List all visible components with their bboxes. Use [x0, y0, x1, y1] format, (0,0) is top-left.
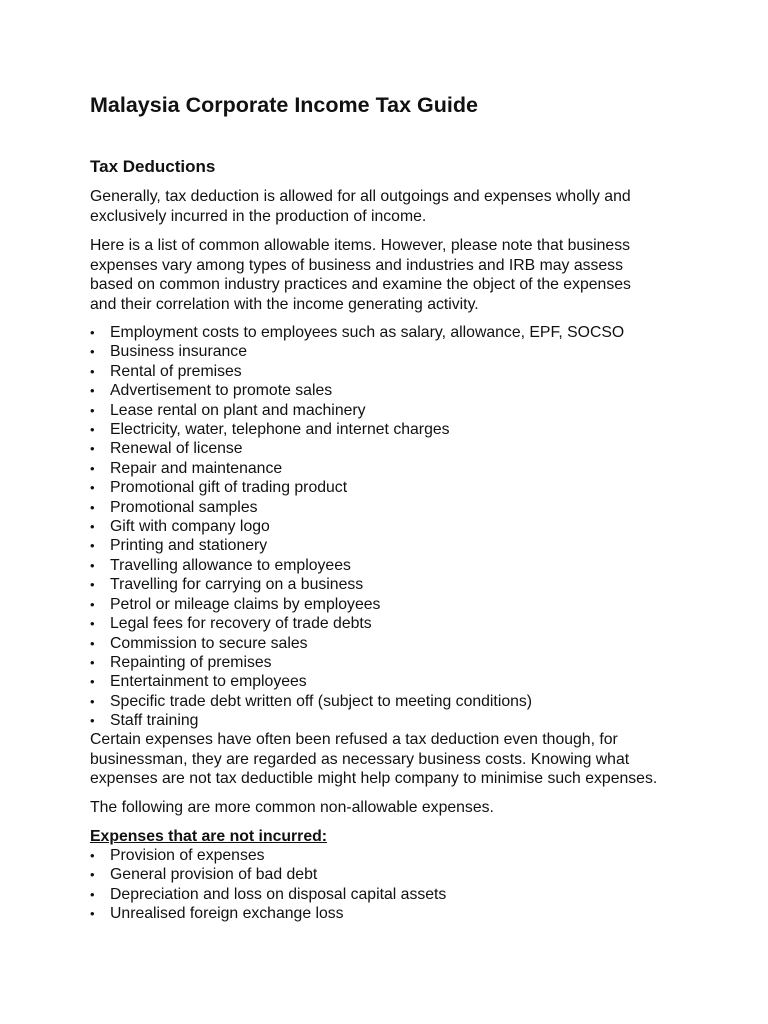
bullet-icon: •: [90, 422, 95, 438]
list-item-text: Petrol or mileage claims by employees: [110, 595, 381, 613]
list-item-text: Repair and maintenance: [110, 459, 283, 477]
list-item-text: General provision of bad debt: [110, 866, 318, 884]
list-item: [90, 362, 624, 381]
refused-expenses-paragraph: [90, 730, 700, 789]
allowable-intro-line: and their correlation with the income generating activity.: [90, 295, 479, 313]
list-item-text: Gift with company logo: [110, 518, 270, 536]
list-item: [90, 420, 624, 439]
list-item: [90, 904, 446, 923]
bullet-icon: •: [90, 635, 95, 651]
list-item-text: Repainting of premises: [110, 653, 272, 671]
bullet-icon: •: [90, 344, 95, 360]
list-item-text: Promotional gift of trading product: [110, 479, 348, 497]
list-item-text: Travelling allowance to employees: [110, 556, 351, 574]
allowable-intro-paragraph: [90, 236, 700, 314]
not-incurred-heading: Expenses that are not incurred:: [90, 828, 328, 845]
bullet-icon: •: [90, 538, 95, 554]
list-item-text: Specific trade debt written off (subject to meeting conditions): [110, 692, 533, 710]
bullet-icon: •: [90, 848, 95, 863]
list-item-text: Depreciation and loss on disposal capital assets: [110, 885, 447, 903]
refused-line: expenses are not tax deductible might help company to minimise such expenses.: [90, 770, 658, 787]
bullet-icon: •: [90, 596, 95, 612]
list-item: [90, 381, 624, 400]
bullet-icon: •: [90, 693, 95, 709]
bullet-icon: •: [90, 577, 95, 593]
list-item-text: Employment costs to employees such as salary, allowance, EPF, SOCSO: [110, 324, 625, 341]
bullet-icon: •: [90, 713, 95, 729]
bullet-icon: •: [90, 557, 95, 573]
list-item: [90, 692, 624, 711]
list-item-text: Printing and stationery: [110, 537, 268, 555]
list-item-text: Electricity, water, telephone and internet charges: [110, 421, 450, 439]
list-item-text: Promotional samples: [110, 498, 258, 516]
allowable-intro-line: based on common industry practices and examine the object of the expenses: [90, 276, 631, 293]
list-item: [90, 653, 624, 672]
list-item: [90, 634, 624, 653]
list-item: [90, 885, 446, 904]
refused-line: businessman, they are regarded as necessary business costs. Knowing what: [90, 750, 630, 768]
list-item: [90, 865, 446, 884]
list-item: [90, 536, 624, 555]
section-heading-tax-deductions: Tax Deductions: [90, 157, 216, 176]
list-item: [90, 711, 624, 730]
bullet-icon: •: [90, 363, 95, 379]
list-item-text: Staff training: [110, 712, 199, 730]
list-item: [90, 342, 624, 361]
list-item: [90, 401, 624, 420]
bullet-icon: •: [90, 402, 95, 418]
intro-line: exclusively incurred in the production of income.: [90, 207, 427, 225]
list-item-text: Provision of expenses: [110, 847, 265, 864]
list-item: [90, 498, 624, 517]
list-item-text: Legal fees for recovery of trade debts: [110, 615, 372, 633]
list-item-text: Rental of premises: [110, 362, 242, 380]
bullet-icon: •: [90, 499, 95, 515]
bullet-icon: •: [90, 886, 95, 902]
bullet-icon: •: [90, 654, 95, 670]
bullet-icon: •: [90, 441, 95, 457]
list-item: [90, 517, 624, 536]
bullet-icon: •: [90, 383, 95, 399]
bullet-icon: •: [90, 480, 95, 496]
list-item-text: Renewal of license: [110, 440, 243, 458]
list-item: [90, 846, 446, 865]
bullet-icon: •: [90, 674, 95, 690]
refused-line: Certain expenses have often been refused a tax deduction even though, for: [90, 731, 618, 748]
list-item-text: Unrealised foreign exchange loss: [110, 905, 344, 923]
list-item-text: Commission to secure sales: [110, 634, 308, 652]
list-item: [90, 672, 624, 691]
list-item: [90, 439, 624, 458]
document-title: Malaysia Corporate Income Tax Guide: [90, 93, 478, 117]
non-allowable-intro-text: The following are more common non-allowable expenses.: [90, 799, 494, 816]
list-item: [90, 323, 624, 342]
allowable-intro-line: expenses vary among types of business and industries and IRB may assess: [90, 256, 623, 274]
bullet-icon: •: [90, 519, 95, 535]
bullet-icon: •: [90, 867, 95, 883]
list-item: [90, 556, 624, 575]
intro-paragraph: [90, 187, 700, 226]
list-item: [90, 459, 624, 478]
list-item-text: Travelling for carrying on a business: [110, 576, 364, 594]
list-item: [90, 614, 624, 633]
bullet-icon: •: [90, 460, 95, 476]
allowable-items-list: [90, 323, 624, 731]
intro-line: Generally, tax deduction is allowed for all outgoings and expenses wholly and: [90, 188, 631, 205]
list-item-text: Business insurance: [110, 343, 247, 361]
bullet-icon: •: [90, 616, 95, 632]
non-allowable-intro: [90, 798, 700, 818]
list-item: [90, 575, 624, 594]
list-item-text: Advertisement to promote sales: [110, 382, 333, 400]
bullet-icon: •: [90, 906, 95, 922]
allowable-intro-line: Here is a list of common allowable items. However, please note that business: [90, 237, 630, 254]
list-item-text: Lease rental on plant and machinery: [110, 401, 366, 419]
list-item-text: Entertainment to employees: [110, 673, 307, 691]
list-item: [90, 478, 624, 497]
list-item: [90, 595, 624, 614]
not-incurred-list: [90, 846, 446, 924]
bullet-icon: •: [90, 325, 95, 340]
